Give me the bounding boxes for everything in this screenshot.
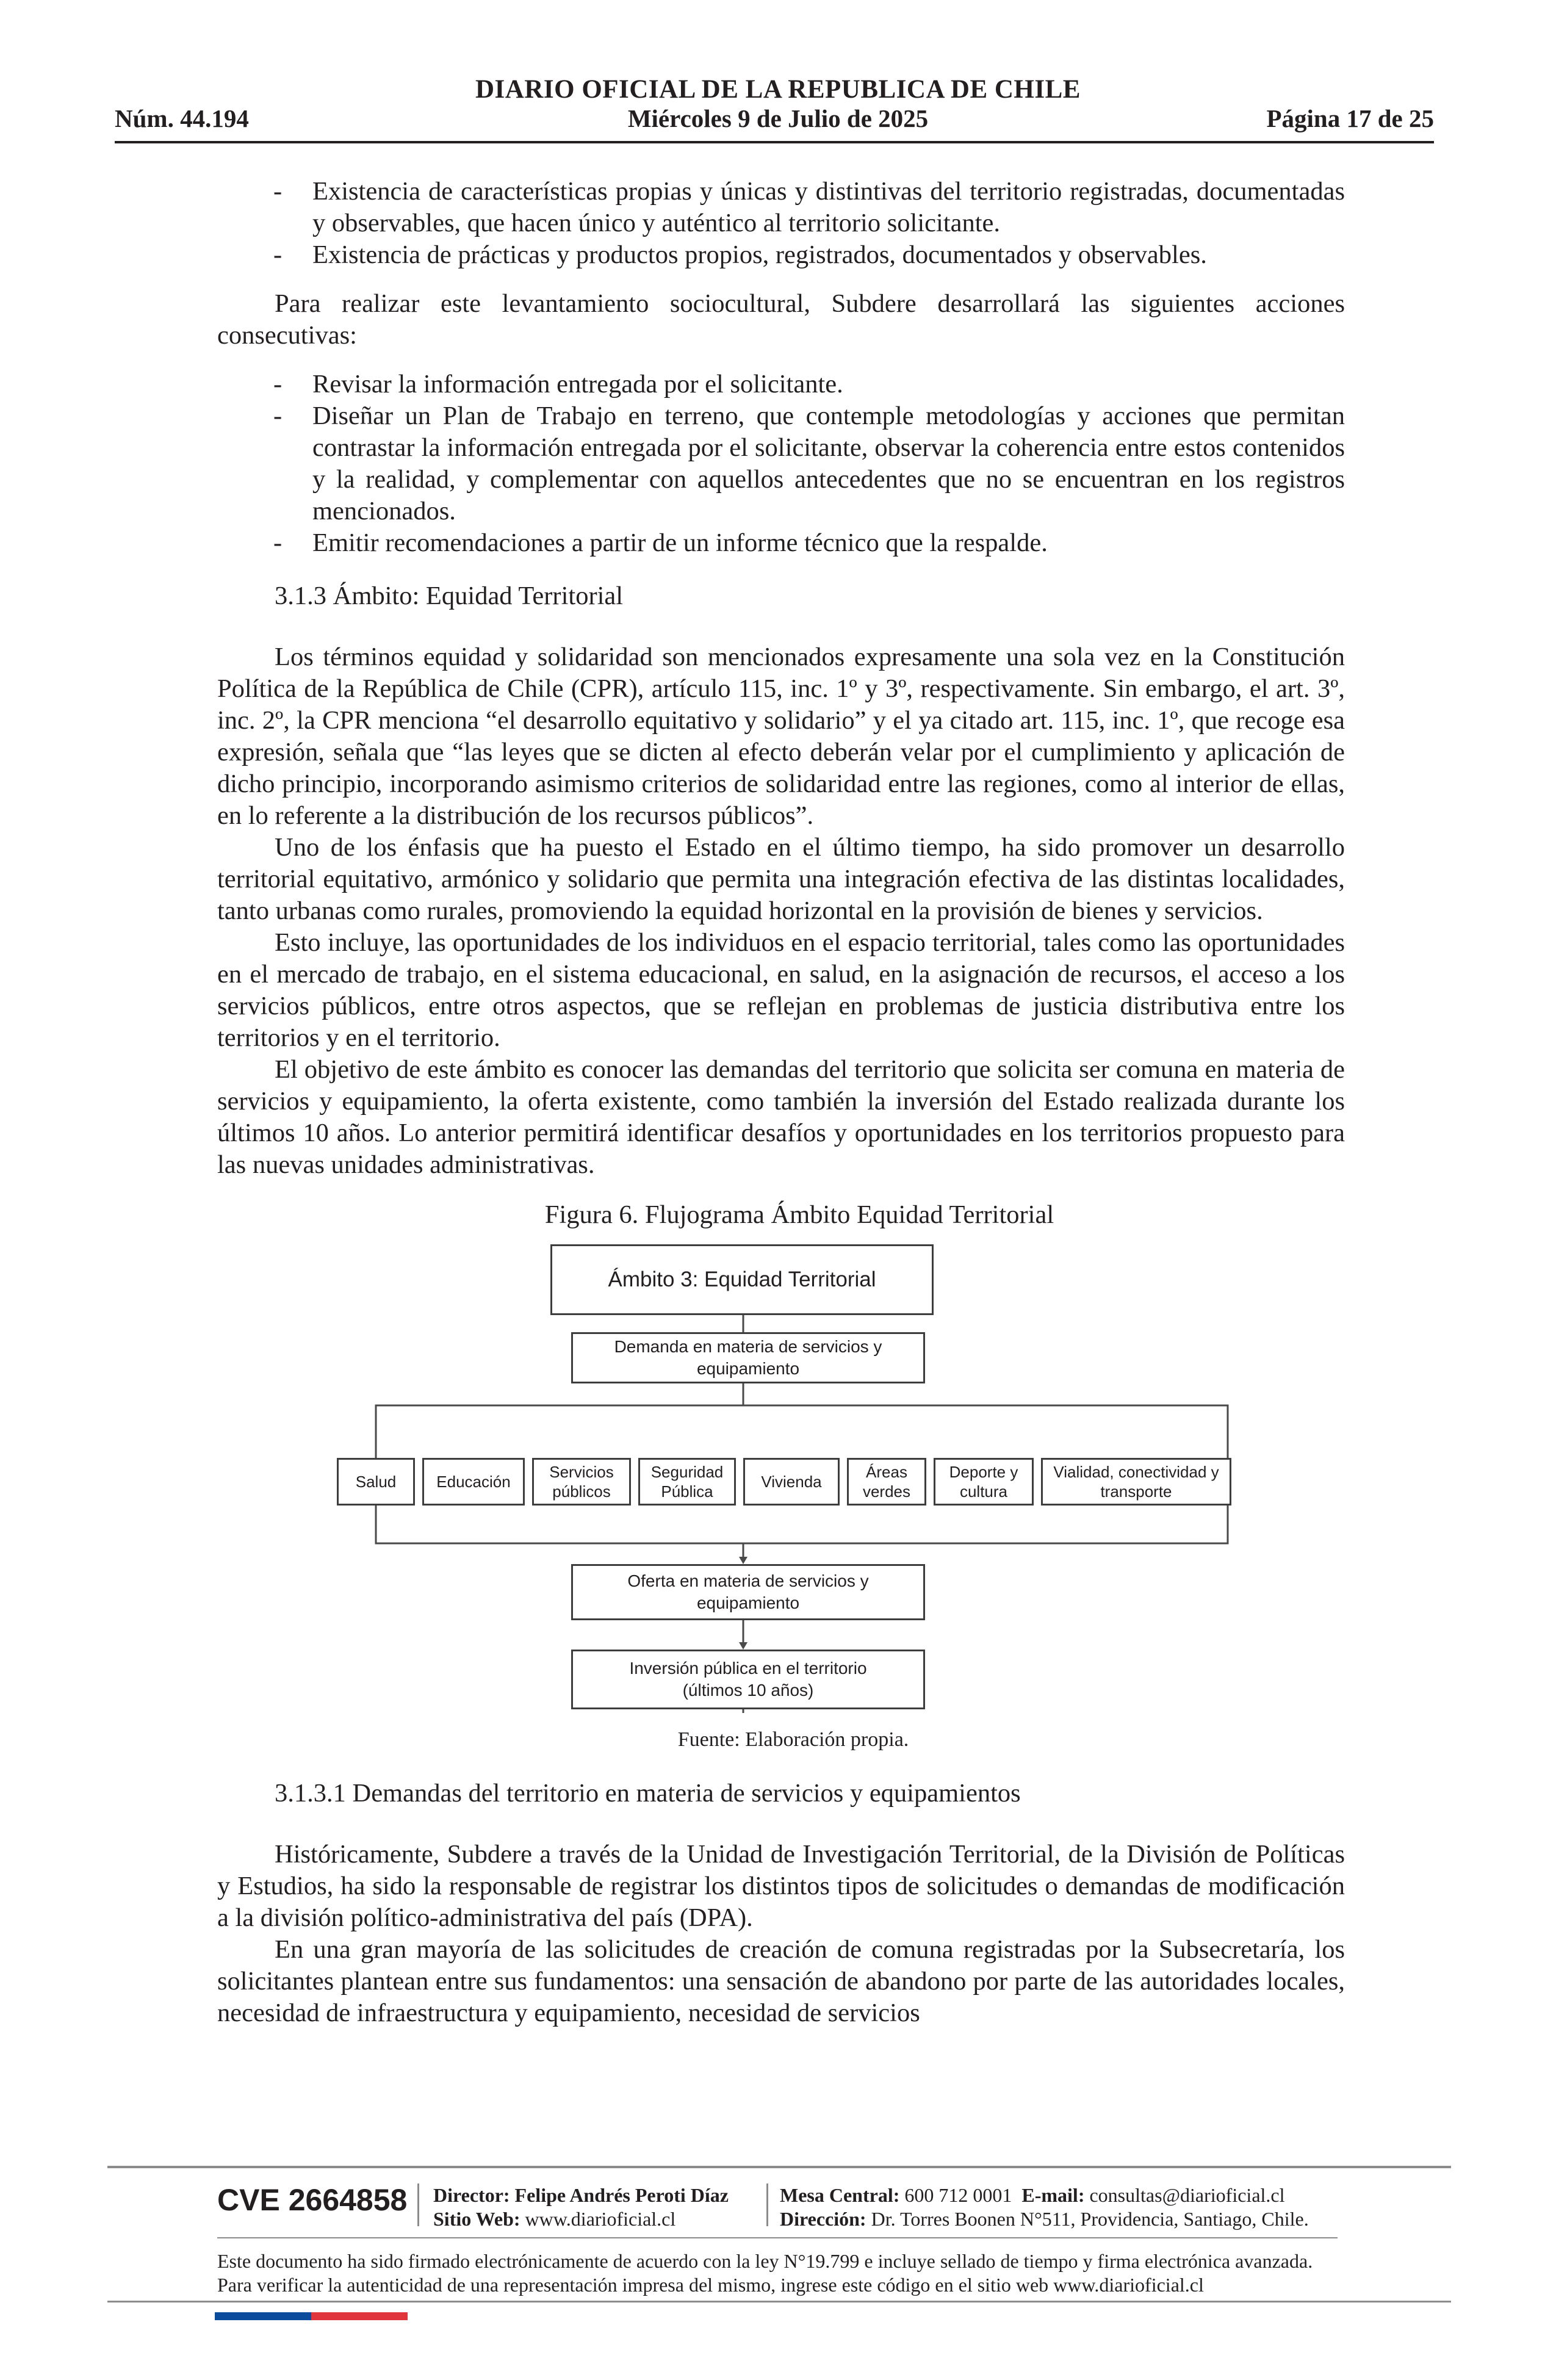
list-item: - Existencia de prácticas y productos propios, registrados, documentados y observables. — [273, 240, 1207, 269]
flow-box-deporte-cultura: Deporte y cultura — [934, 1458, 1034, 1506]
flow-box-vivienda: Vivienda — [743, 1458, 840, 1506]
connector-line — [376, 1405, 1228, 1458]
flow-box-ambito: Ámbito 3: Equidad Territorial — [550, 1244, 934, 1315]
flow-box-areas-verdes: Áreas verdes — [847, 1458, 926, 1506]
paragraph: Uno de los énfasis que ha puesto el Estado en el último tiempo, ha sido promover un desarrollo territorial equitativo, armónico y solidario que permita una integración efectiva de las distintas localidades, tanto urbanas como rurales, promoviendo la equidad horizontal en la provisión de bienes y servicios. — [217, 833, 1345, 925]
bullet-list-actions — [217, 369, 1345, 559]
issue-date: Miércoles 9 de Julio de 2025 — [627, 104, 929, 132]
brand-bar-blue — [215, 2312, 311, 2320]
arrow-down-icon — [739, 1557, 747, 1564]
paragraph: Esto incluye, las oportunidades de los individuos en el espacio territorial, tales como las oportunidades en el mercado de trabajo, en el sistema educacional, en salud, en la asignación de recursos, el acceso a los servicios públicos, entre otros aspectos, que se reflejan en problemas de justicia distributiva entre los territorios y en el territorio. — [217, 928, 1345, 1052]
section-heading: 3.1.3 Ámbito: Equidad Territorial — [275, 582, 624, 610]
email-link[interactable]: consultas@diarioficial.cl — [1089, 2184, 1285, 2206]
flow-box-educacion: Educación — [422, 1458, 525, 1506]
list-item: - Emitir recomendaciones a partir de un informe técnico que la respalde. — [273, 528, 1048, 557]
document-body — [217, 176, 1345, 2029]
figure-caption: Figura 6. Flujograma Ámbito Equidad Territorial — [544, 1200, 1054, 1229]
newspaper-title: DIARIO OFICIAL DE LA REPUBLICA DE CHILE — [475, 75, 1081, 104]
arrow-down-icon — [739, 1642, 747, 1650]
issue-number: Núm. 44.194 — [115, 104, 249, 132]
intro-paragraph: Para realizar este levantamiento sociocultural, Subdere desarrollará las siguientes acciones consecutivas: — [217, 289, 1345, 350]
figure-source: Fuente: Elaboración propia. — [677, 1728, 909, 1751]
bullet-list-characteristics — [217, 176, 1345, 271]
footer-contact-info: Mesa Central: 600 712 0001 E-mail: consultas@diarioficial.cl Dirección: Dr. Torres Boonen N°511, Providencia, Santiago, Chile. — [780, 2184, 1309, 2230]
paragraph: Históricamente, Subdere a través de la Unidad de Investigación Territorial, de la División de Políticas y Estudios, ha sido la responsable de registrar los distintos tipos de solicitudes o demandas de modificación a la división político-administrativa del país (DPA). — [217, 1840, 1345, 1932]
website-link[interactable]: www.diarioficial.cl — [525, 2208, 676, 2230]
footer-divider — [107, 2166, 1451, 2168]
flow-box-demanda: Demanda en materia de servicios y equipamiento — [571, 1332, 925, 1383]
flow-box-servicios-publicos: Servicios públicos — [532, 1458, 631, 1506]
flow-box-oferta: Oferta en materia de servicios y equipamiento — [571, 1564, 925, 1620]
list-item: - Diseñar un Plan de Trabajo en terreno, que contemple metodologías y acciones que permitan contrastar la información entregada por el solicitante, observar la coherencia entre estos contenidos y la realidad, y complementar con aquellos antecedentes que no se encuentran en los registros mencionados. — [273, 402, 1345, 525]
flowchart-figure — [217, 1244, 1345, 1713]
flow-box-vialidad: Vialidad, conectividad y transporte — [1041, 1458, 1231, 1506]
header-divider — [115, 141, 1434, 143]
list-item: - Revisar la información entregada por el solicitante. — [273, 370, 843, 398]
brand-bar-red — [311, 2312, 408, 2320]
cve-code: CVE 2664858 — [217, 2183, 408, 2217]
flow-box-seguridad-publica: Seguridad Pública — [638, 1458, 736, 1506]
list-item: - Existencia de características propias y únicas y distintivas del territorio registradas, documentadas y observables, que hacen único y auténtico al territorio solicitante. — [273, 177, 1345, 237]
footer-separator — [766, 2183, 768, 2226]
footer-director-info: Director: Felipe Andrés Peroti Díaz Sitio Web: www.diarioficial.cl — [433, 2184, 729, 2230]
page-number: Página 17 de 25 — [1266, 104, 1434, 132]
footer-divider — [107, 2301, 1451, 2302]
flow-box-salud: Salud — [337, 1458, 415, 1506]
connector-line — [376, 1501, 1228, 1543]
flow-box-inversion: Inversión pública en el territorio (últimos 10 años) — [571, 1650, 925, 1709]
paragraph: Los términos equidad y solidaridad son mencionados expresamente una sola vez en la Constitución Política de la República de Chile (CPR), artículo 115, inc. 1º y 3º, respectivamente. Sin embargo, el art. 3º, inc. 2º, la CPR menciona “el desarrollo equitativo y solidario” y el ya citado art. 115, inc. 1º, que recoge esa expresión, señala que “las leyes que se dicten al efecto deberán velar por el cumplimiento y aplicación de dicho principio, incorporando asimismo criterios de solidaridad entre las regiones, como al interior de ellas, en lo referente a la distribución de los recursos públicos”. — [217, 643, 1345, 830]
paragraph: En una gran mayoría de las solicitudes de creación de comuna registradas por la Subsecretaría, los solicitantes plantean entre sus fundamentos: una sensación de abandono por parte de las autoridades locales, necesidad de infraestructura y equipamiento, necesidad de servicios — [217, 1935, 1345, 2027]
paragraph: El objetivo de este ámbito es conocer las demandas del territorio que solicita ser comuna en materia de servicios y equipamiento, la oferta existente, como también la inversión del Estado realizada durante los últimos 10 años. Lo anterior permitirá identificar desafíos y oportunidades en los territorios propuesto para las nuevas unidades administrativas. — [217, 1055, 1345, 1179]
subsection-heading: 3.1.3.1 Demandas del territorio en materia de servicios y equipamientos — [275, 1779, 1021, 1808]
footer-divider — [217, 2237, 1338, 2238]
footer-separator — [417, 2183, 419, 2226]
legal-notice: Este documento ha sido firmado electrónicamente de acuerdo con la ley N°19.799 e incluye sellado de tiempo y firma electrónica avanzada. Para verificar la autenticidad de una representación impresa del mismo, ingrese este código en el sitio web www.diarioficial.cl — [217, 2250, 1313, 2296]
